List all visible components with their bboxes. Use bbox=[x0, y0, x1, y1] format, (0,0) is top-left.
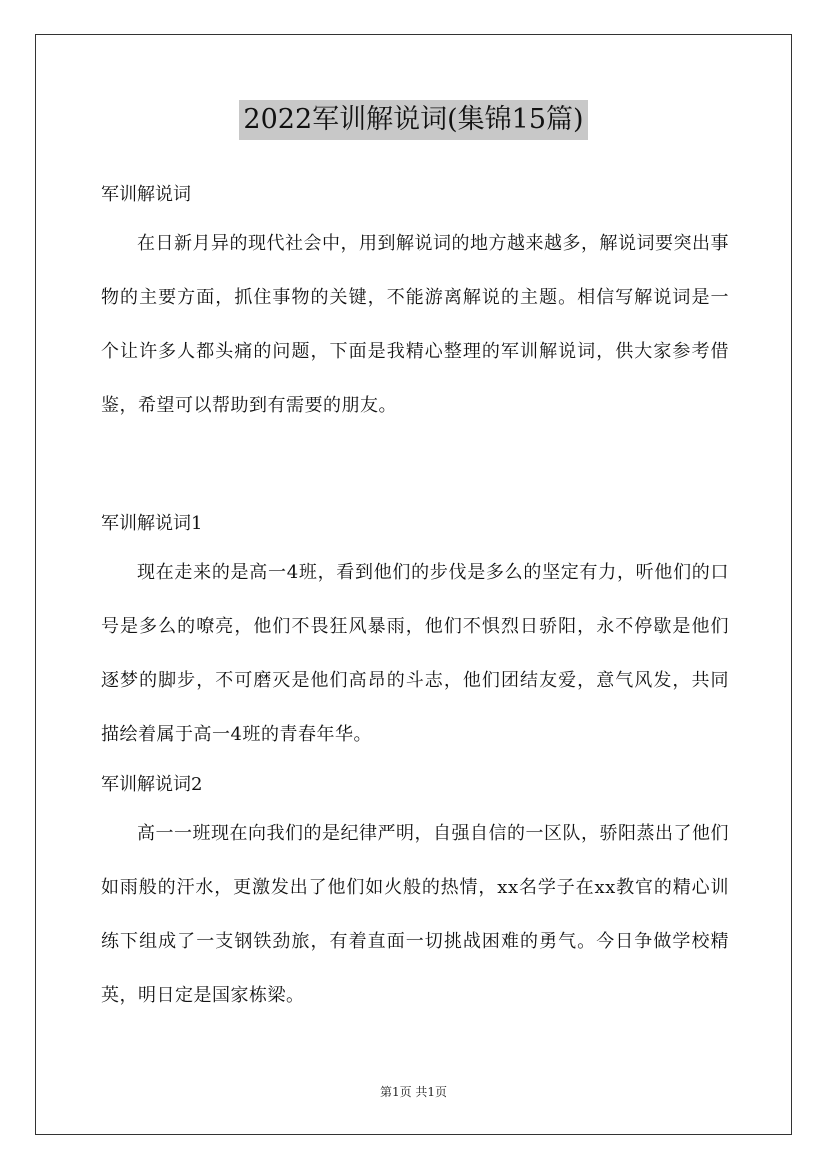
section-paragraph: 在日新月异的现代社会中，用到解说词的地方越来越多，解说词要突出事物的主要方面，抓住事物的关键，不能游离解说的主题。相信写解说词是一个让许多人都头痛的问题，下面是我精心整理的军训解说词，供大家参考借鉴，希望可以帮助到有需要的朋友。 bbox=[101, 233, 729, 416]
document-body bbox=[101, 172, 729, 1023]
page-footer: 第1页 共1页 bbox=[379, 1085, 448, 1099]
section-paragraph: 高一一班现在向我们的是纪律严明，自强自信的一区队，骄阳蒸出了他们如雨般的汗水，更激发出了他们如火般的热情，xx名学子在xx教官的精心训练下组成了一支钢铁劲旅，有着直面一切挑战困难的勇气。今日争做学校精英，明日定是国家栋梁。 bbox=[101, 823, 729, 1006]
document-title: 2022军训解说词(集锦15篇) bbox=[239, 100, 587, 140]
section-heading: 军训解说词2 bbox=[101, 774, 203, 795]
section-paragraph: 现在走来的是高一4班，看到他们的步伐是多么的坚定有力，听他们的口号是多么的嘹亮，他们不畏狂风暴雨，他们不惧烈日骄阳，永不停歇是他们逐梦的脚步，不可磨灭是他们高昂的斗志，他们团结友爱，意气风发，共同描绘着属于高一4班的青春年华。 bbox=[101, 562, 729, 745]
section-spacer bbox=[101, 433, 729, 501]
section-heading: 军训解说词1 bbox=[101, 513, 203, 534]
title-container bbox=[0, 100, 827, 140]
section-heading: 军训解说词 bbox=[101, 184, 191, 205]
